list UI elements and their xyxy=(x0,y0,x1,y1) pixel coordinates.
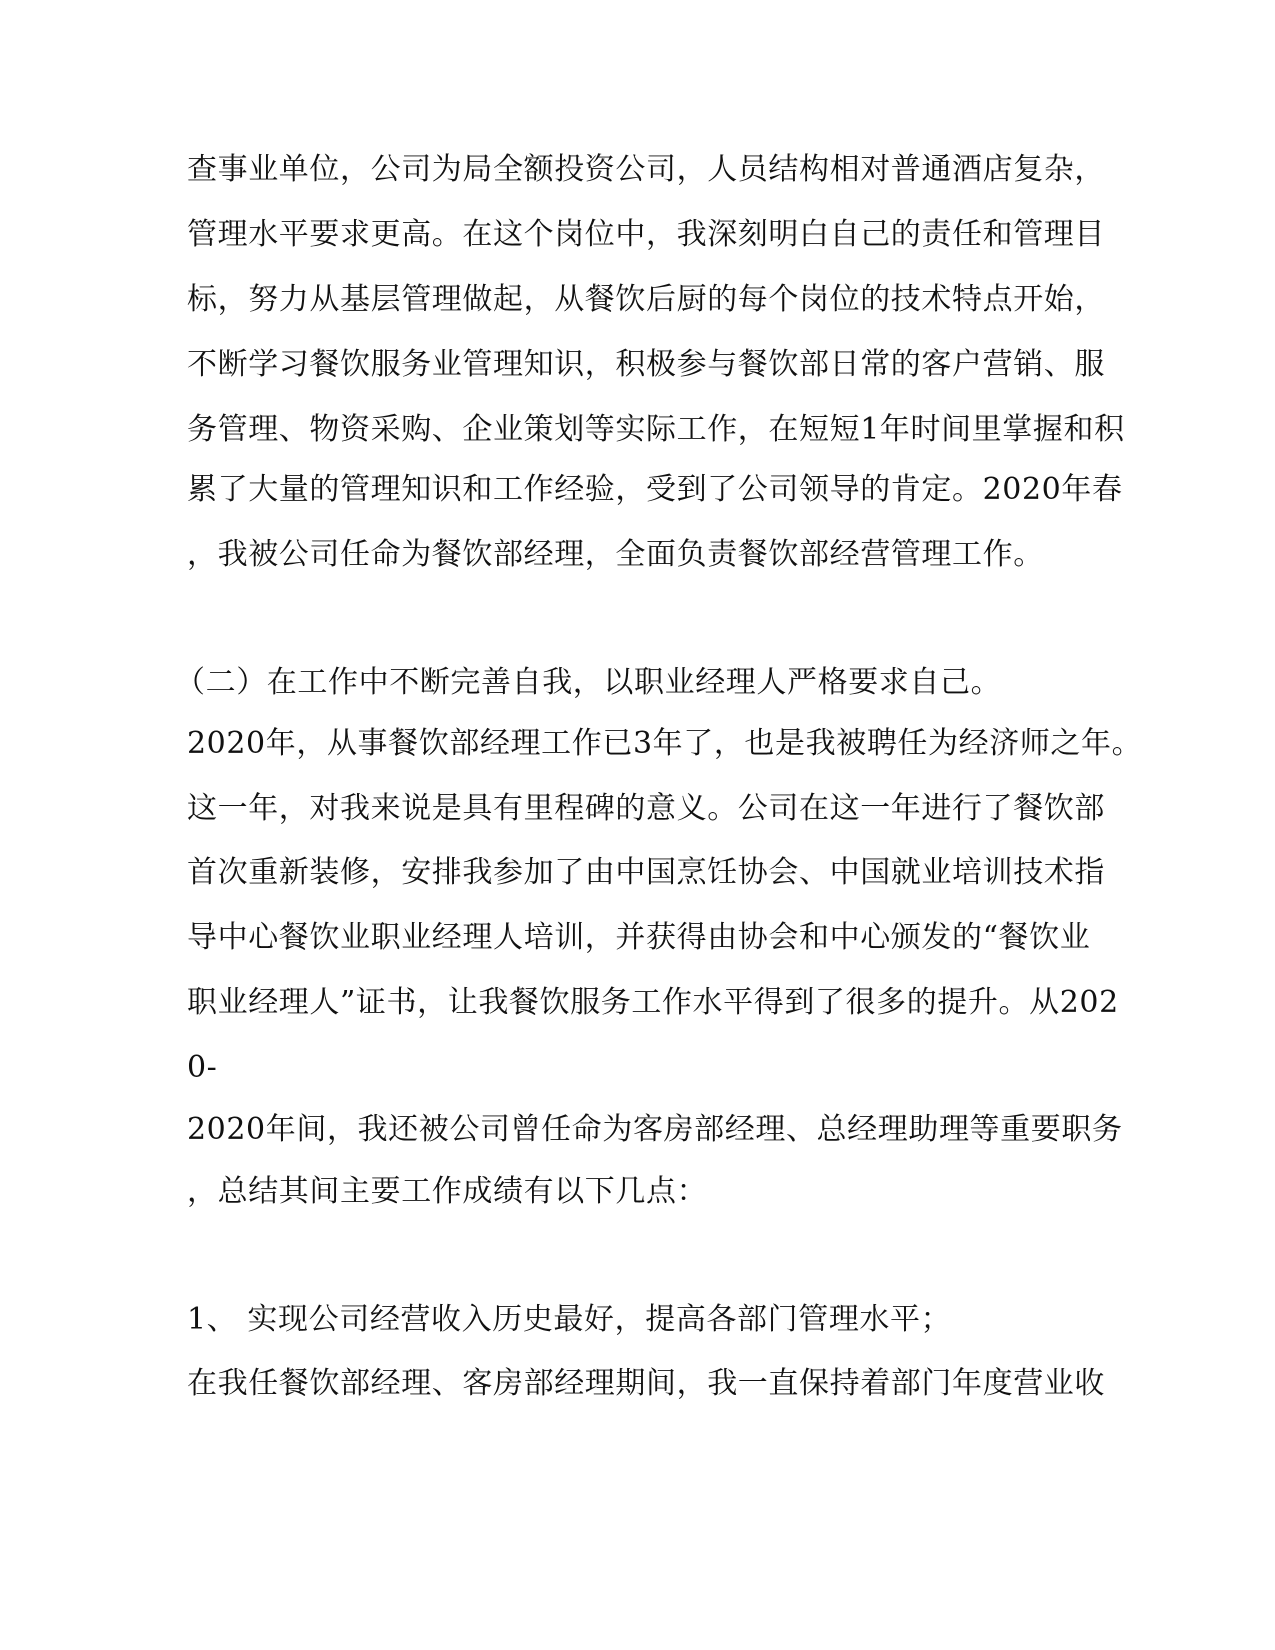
section-heading: （二）在工作中不断完善自我，以职业经理人严格要求自己。 xyxy=(175,665,1002,700)
paragraph-line: 标，努力从基层管理做起，从餐饮后厨的每个岗位的技术特点开始， xyxy=(187,282,1105,317)
paragraph-line: 管理水平要求更高。在这个岗位中，我深刻明白自己的责任和管理目 xyxy=(187,217,1105,252)
paragraph-line: 累了大量的管理知识和工作经验，受到了公司领导的肯定。2020年春 xyxy=(187,472,1123,507)
paragraph-line: 查事业单位，公司为局全额投资公司，人员结构相对普通酒店复杂， xyxy=(187,152,1105,187)
paragraph-line: 2020年间，我还被公司曾任命为客房部经理、总经理助理等重要职务 xyxy=(187,1112,1123,1147)
paragraph-line: 不断学习餐饮服务业管理知识，积极参与餐饮部日常的客户营销、服 xyxy=(187,347,1105,382)
paragraph-line: 2020年，从事餐饮部经理工作已3年了，也是我被聘任为经济师之年。 xyxy=(187,726,1143,761)
paragraph-line: 务管理、物资采购、企业策划等实际工作，在短短1年时间里掌握和积 xyxy=(187,412,1125,447)
paragraph-line: 职业经理人”证书，让我餐饮服务工作水平得到了很多的提升。从202 xyxy=(187,985,1119,1020)
paragraph-line: ，总结其间主要工作成绩有以下几点： xyxy=(187,1174,708,1209)
paragraph-line: 0- xyxy=(187,1050,218,1085)
paragraph-line: 在我任餐饮部经理、客房部经理期间，我一直保持着部门年度营业收 xyxy=(187,1366,1105,1401)
list-item-heading: 1、 实现公司经营收入历史最好，提高各部门管理水平； xyxy=(187,1302,952,1337)
paragraph-line: 导中心餐饮业职业经理人培训，并获得由协会和中心颁发的“餐饮业 xyxy=(187,920,1091,955)
paragraph-line: 首次重新装修，安排我参加了由中国烹饪协会、中国就业培训技术指 xyxy=(187,855,1105,890)
paragraph-line: 这一年，对我来说是具有里程碑的意义。公司在这一年进行了餐饮部 xyxy=(187,791,1105,826)
paragraph-line: ，我被公司任命为餐饮部经理，全面负责餐饮部经营管理工作。 xyxy=(187,537,1044,572)
